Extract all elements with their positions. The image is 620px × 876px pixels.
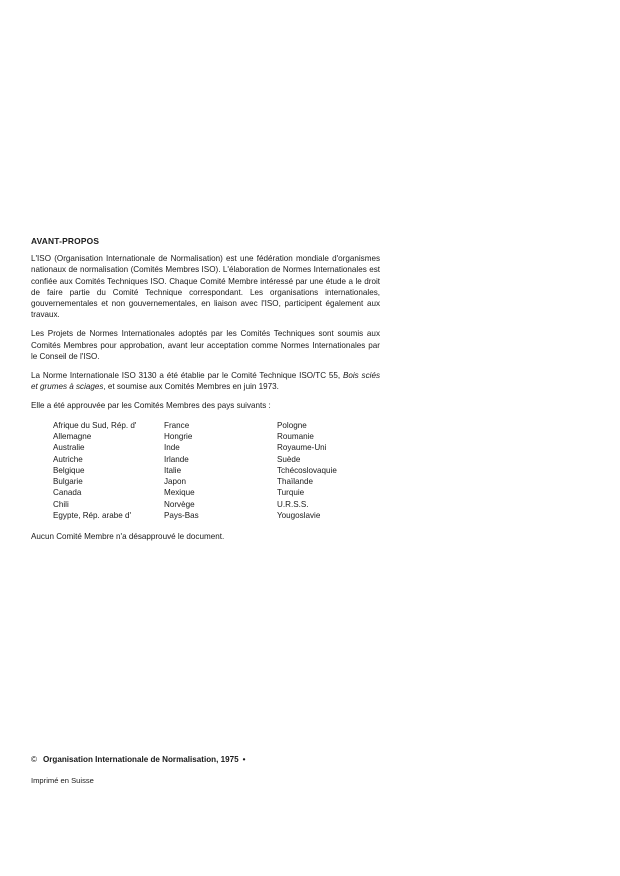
country-item: Egypte, Rép. arabe d' — [53, 511, 132, 521]
country-item: Canada — [53, 488, 82, 498]
country-item: Italie — [164, 465, 182, 475]
country-item: Autriche — [53, 454, 83, 464]
paragraph-standard-origin — [31, 370, 380, 392]
foreword-section — [31, 236, 380, 551]
copyright-icon: © — [31, 755, 37, 764]
country-item: Allemagne — [53, 431, 92, 441]
section-heading: AVANT-PROPOS — [31, 236, 100, 246]
country-item: Mexique — [164, 488, 195, 498]
paragraph-standard-origin-end: , et soumise aux Comités Membres en juin 1973. — [103, 382, 279, 392]
country-item: Suède — [277, 454, 301, 464]
country-item: Roumanie — [277, 431, 314, 441]
country-item: Norvège — [164, 499, 195, 509]
paragraph-approval-intro: Elle a été approuvée par les Comités Membres des pays suivants : — [31, 401, 271, 411]
country-item: Irlande — [164, 454, 189, 464]
countries-column-2 — [164, 420, 277, 522]
paragraph-iso-intro: L'ISO (Organisation Internationale de Normalisation) est une fédération mondiale d'organismes nationaux de normalisation (Comités Membres ISO). L'élaboration de Normes Internationales est confiée aux Comités Techniques ISO. Chaque Comité Membre intéressé par une étude a le droit de faire partie du Comité Technique correspondant. Les organisations internationales, gouvernementales et non gouvernementales, en liaison avec l'ISO, participent également aux travaux. — [31, 254, 380, 320]
country-item: Chili — [53, 499, 69, 509]
country-item: Turquie — [277, 488, 305, 498]
countries-column-1 — [53, 420, 164, 522]
country-item: Pologne — [277, 420, 307, 430]
country-item: U.R.S.S. — [277, 499, 309, 509]
copyright-notice — [31, 755, 245, 764]
printed-in-notice: Imprimé en Suisse — [31, 776, 94, 785]
country-item: Royaume-Uni — [277, 443, 327, 453]
copyright-text: Organisation Internationale de Normalisation, 1975 — [42, 755, 239, 764]
approving-countries-list — [53, 420, 380, 522]
countries-column-3 — [277, 420, 387, 522]
country-item: Japon — [164, 477, 187, 487]
country-item: Australie — [53, 443, 85, 453]
country-item: Pays-Bas — [164, 511, 199, 521]
country-item: Thaïlande — [277, 477, 313, 487]
bullet-icon: • — [242, 755, 246, 764]
paragraph-standard-origin-start: La Norme Internationale ISO 3130 a été établie par le Comité Technique ISO/TC 55, — [31, 371, 343, 381]
country-item: Tchécoslovaquie — [277, 465, 337, 475]
country-item: Yougoslavie — [277, 511, 321, 521]
country-item: Bulgarie — [53, 477, 83, 487]
country-item: Afrique du Sud, Rép. d' — [53, 420, 137, 430]
paragraph-no-disapproval: Aucun Comité Membre n'a désapprouvé le document. — [31, 532, 225, 542]
country-item: Hongrie — [164, 431, 193, 441]
committee-title: Bois sciés et grumes à sciages — [31, 371, 380, 392]
country-item: Belgique — [53, 465, 85, 475]
paragraph-draft-standards: Les Projets de Normes Internationales adoptés par les Comités Techniques sont soumis aux Comités Membres pour approbation, avant leur acceptation comme Normes Internationales par le Conseil de l'ISO. — [31, 329, 380, 361]
country-item: Inde — [164, 443, 180, 453]
country-item: France — [164, 420, 190, 430]
